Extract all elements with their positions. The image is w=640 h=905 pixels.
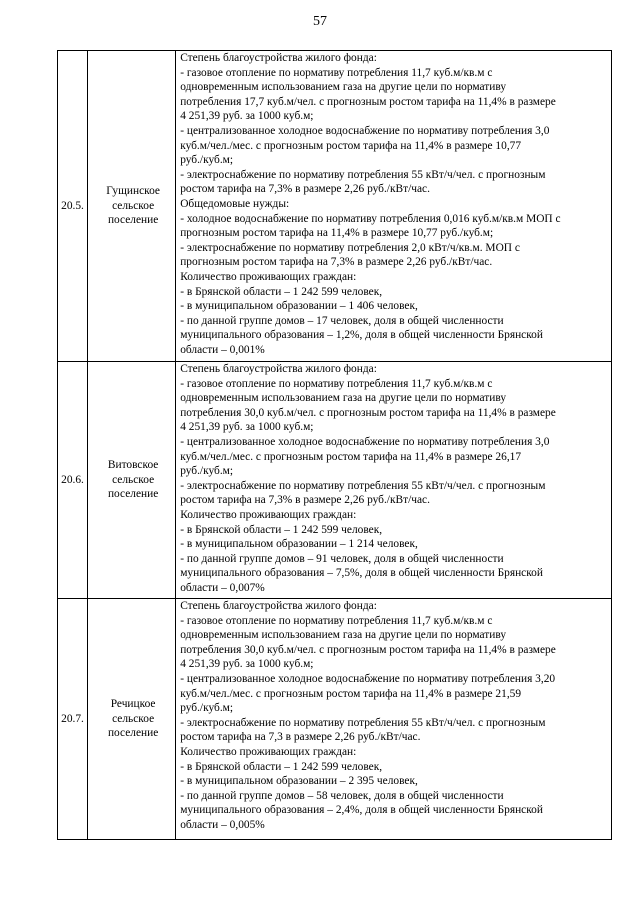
row-description [176, 599, 612, 840]
description-line: муниципального образования – 7,5%, доля в общей численности Брянской [180, 567, 543, 580]
description-line: Степень благоустройства жилого фонда: [180, 600, 377, 612]
description-line: - в муниципальном образовании – 2 395 человек, [180, 775, 418, 788]
row-description [176, 51, 612, 362]
description-line: - газовое отопление по нормативу потребления 11,7 куб.м/кв.м с [180, 614, 493, 627]
description-line: прогнозным ростом тарифа на 11,4% в размере 10,77 руб./куб.м; [180, 227, 494, 240]
description-line: - централизованное холодное водоснабжение по нормативу потребления 3,20 [180, 672, 556, 685]
description-line: 4 251,39 руб. за 1000 куб.м; [180, 110, 314, 123]
description-line: потребления 30,0 куб.м/чел. с прогнозным ростом тарифа на 11,4% в размере [180, 643, 556, 656]
row-description [176, 362, 612, 599]
description-line: куб.м/чел./мес. с прогнозным ростом тарифа на 11,4% в размере 21,59 [180, 687, 522, 700]
description-line: области – 0,005% [180, 818, 265, 831]
document-table [57, 50, 612, 840]
description-line: одновременным использованием газа на другие цели по нормативу [180, 629, 507, 642]
description-line: - по данной группе домов – 91 человек, доля в общей численности [180, 552, 504, 565]
page-number: 57 [313, 14, 327, 29]
settlement-name: Речицкое сельское поселение [88, 599, 176, 840]
description-line: прогнозным ростом тарифа на 7,3% в размере 2,26 руб./кВт/час. [180, 256, 493, 269]
description-line: куб.м/чел./мес. с прогнозным ростом тарифа на 11,4% в размере 10,77 [180, 139, 522, 152]
description-line: руб./куб.м; [180, 702, 234, 715]
table-row [58, 51, 612, 362]
description-line: - по данной группе домов – 17 человек, доля в общей численности [180, 314, 504, 327]
description-line: - централизованное холодное водоснабжение по нормативу потребления 3,0 [180, 435, 550, 448]
description-line: - газовое отопление по нормативу потребления 11,7 куб.м/кв.м с [180, 66, 493, 79]
description-line: - в Брянской области – 1 242 599 человек, [180, 760, 383, 773]
description-line: 4 251,39 руб. за 1000 куб.м; [180, 658, 314, 671]
description-line: потребления 17,7 куб.м/чел. с прогнозным ростом тарифа на 11,4% в размере [180, 95, 556, 108]
description-line: - по данной группе домов – 58 человек, доля в общей численности [180, 789, 504, 802]
description-line: - холодное водоснабжение по нормативу потребления 0,016 куб.м/кв.м МОП с [180, 212, 561, 225]
description-line: - газовое отопление по нормативу потребления 11,7 куб.м/кв.м с [180, 377, 493, 390]
description-line: Степень благоустройства жилого фонда: [180, 363, 377, 375]
description-line: - электроснабжение по нормативу потребления 55 кВт/ч/чел. с прогнозным [180, 479, 546, 492]
description-line: Количество проживающих граждан: [180, 508, 357, 521]
table-row [58, 362, 612, 599]
settlement-name: Гущинское сельское поселение [88, 51, 176, 362]
description-line: одновременным использованием газа на другие цели по нормативу [180, 392, 507, 405]
row-number: 20.7. [58, 599, 88, 840]
description-line: Общедомовые нужды: [180, 197, 290, 210]
description-line: ростом тарифа на 7,3% в размере 2,26 руб./кВт/час. [180, 494, 430, 507]
settlement-name: Витовское сельское поселение [88, 362, 176, 599]
description-line: одновременным использованием газа на другие цели по нормативу [180, 81, 507, 94]
description-line: Количество проживающих граждан: [180, 745, 357, 758]
description-line: ростом тарифа на 7,3 в размере 2,26 руб./кВт/час. [180, 731, 421, 744]
description-line: - централизованное холодное водоснабжение по нормативу потребления 3,0 [180, 124, 550, 137]
description-line: области – 0,001% [180, 343, 265, 356]
description-line: руб./куб.м; [180, 154, 234, 167]
description-line: руб./куб.м; [180, 465, 234, 478]
description-line: ростом тарифа на 7,3% в размере 2,26 руб./кВт/час. [180, 183, 430, 196]
description-line: Количество проживающих граждан: [180, 270, 357, 283]
description-line: - в Брянской области – 1 242 599 человек, [180, 523, 383, 536]
row-number: 20.6. [58, 362, 88, 599]
description-line: Степень благоустройства жилого фонда: [180, 52, 377, 64]
description-line: куб.м/чел./мес. с прогнозным ростом тарифа на 11,4% в размере 26,17 [180, 450, 522, 463]
description-line: - электроснабжение по нормативу потребления 55 кВт/ч/чел. с прогнозным [180, 716, 546, 729]
description-line: 4 251,39 руб. за 1000 куб.м; [180, 421, 314, 434]
table-row [58, 599, 612, 840]
description-line: муниципального образования – 2,4%, доля в общей численности Брянской [180, 804, 543, 817]
description-line: - в муниципальном образовании – 1 214 человек, [180, 538, 418, 551]
description-line: области – 0,007% [180, 581, 265, 594]
row-number: 20.5. [58, 51, 88, 362]
description-line: - в Брянской области – 1 242 599 человек, [180, 285, 383, 298]
description-line: - электроснабжение по нормативу потребления 55 кВт/ч/чел. с прогнозным [180, 168, 546, 181]
description-line: - электроснабжение по нормативу потребления 2,0 кВт/ч/кв.м. МОП с [180, 241, 520, 254]
description-line: - в муниципальном образовании – 1 406 человек, [180, 300, 418, 313]
description-line: потребления 30,0 куб.м/чел. с прогнозным ростом тарифа на 11,4% в размере [180, 406, 556, 419]
description-line: муниципального образования – 1,2%, доля в общей численности Брянской [180, 329, 543, 342]
